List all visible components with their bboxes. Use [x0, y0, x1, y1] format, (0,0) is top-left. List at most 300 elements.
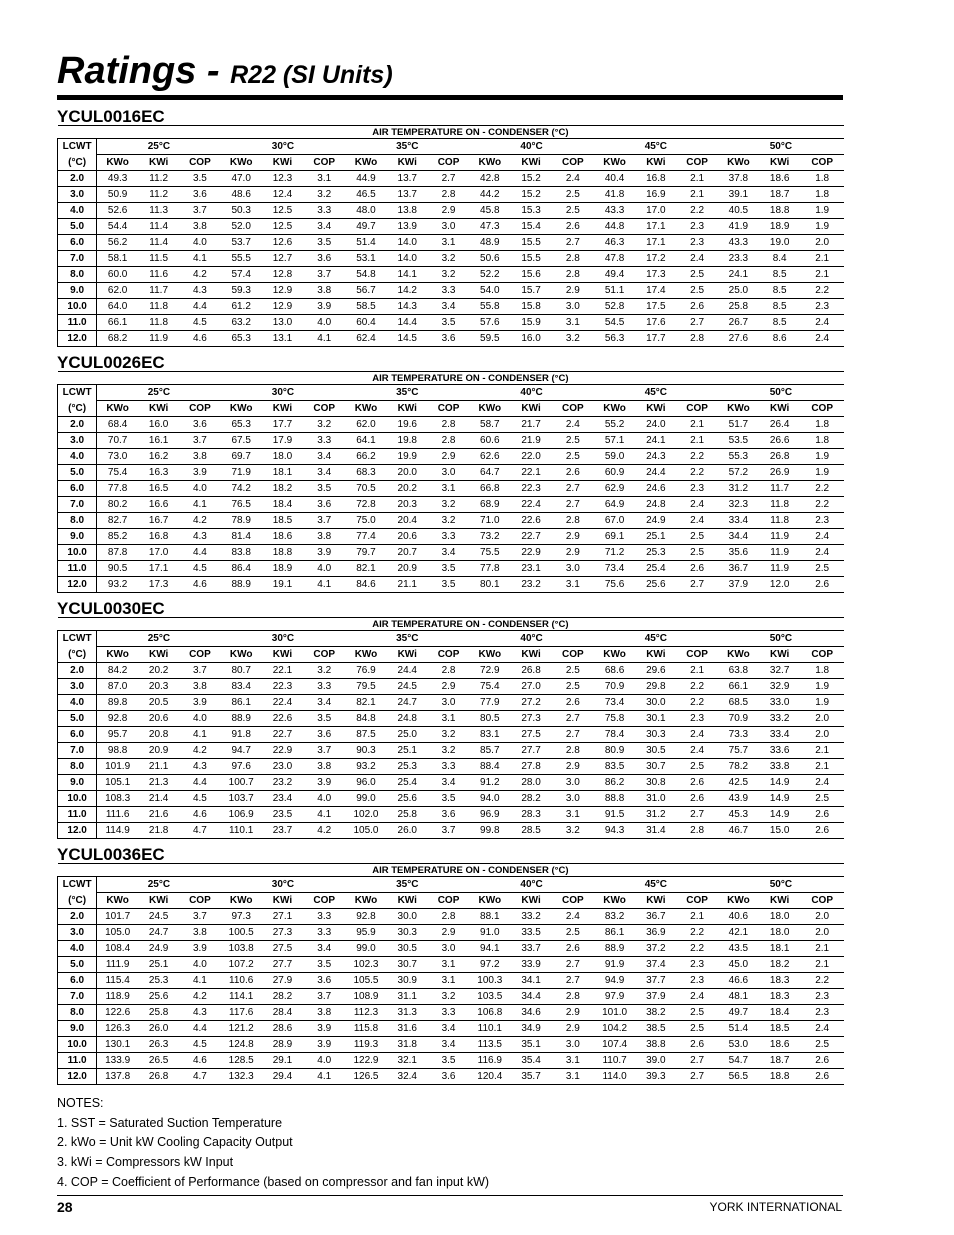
table-cell: 40.4	[594, 171, 635, 187]
temp-group-header: 40°C	[469, 139, 594, 155]
column-header: COP	[428, 401, 469, 417]
table-cell: 26.8	[138, 1069, 179, 1085]
temp-group-header: 50°C	[718, 877, 844, 893]
table-cell: 122.9	[345, 1053, 386, 1069]
table-cell: 2.9	[428, 925, 469, 941]
table-row	[58, 989, 845, 1005]
table-cell: 57.1	[594, 433, 635, 449]
column-header: KWo	[594, 401, 635, 417]
table-cell: 16.0	[510, 331, 551, 347]
table-cell: 32.3	[718, 497, 759, 513]
table-cell: 2.4	[800, 331, 844, 347]
column-header: KWi	[387, 401, 428, 417]
table-cell: 59.5	[469, 331, 510, 347]
note-item: 4. COP = Coefficient of Performance (based on compressor and fan input kW)	[57, 1174, 490, 1189]
table-row	[58, 545, 845, 561]
table-cell: 24.8	[387, 711, 428, 727]
temperature-row	[58, 877, 845, 893]
air-temp-heading: AIR TEMPERATURE ON - CONDENSER (°C)	[97, 618, 844, 631]
table-cell: 27.2	[510, 695, 551, 711]
table-cell: 2.6	[677, 561, 718, 577]
temp-group-header: 45°C	[594, 385, 718, 401]
table-cell: 4.2	[179, 989, 220, 1005]
table-row	[58, 577, 845, 593]
table-cell: 17.6	[635, 315, 676, 331]
table-cell: 24.7	[387, 695, 428, 711]
table-cell: 2.4	[800, 529, 844, 545]
table-cell: 35.6	[718, 545, 759, 561]
table-row	[58, 711, 845, 727]
table-cell: 15.5	[510, 251, 551, 267]
lcwt-value: 10.0	[58, 545, 97, 561]
table-row	[58, 791, 845, 807]
table-cell: 45.0	[718, 957, 759, 973]
column-header: KWo	[97, 647, 138, 663]
table-cell: 15.6	[510, 267, 551, 283]
table-cell: 17.1	[635, 235, 676, 251]
column-header: KWo	[469, 155, 510, 171]
table-cell: 34.4	[510, 989, 551, 1005]
table-cell: 14.5	[387, 331, 428, 347]
table-cell: 49.7	[718, 1005, 759, 1021]
table-cell: 75.0	[345, 513, 386, 529]
table-cell: 16.6	[138, 497, 179, 513]
table-cell: 8.5	[759, 315, 800, 331]
table-cell: 25.0	[718, 283, 759, 299]
table-cell: 3.8	[303, 283, 345, 299]
table-cell: 11.9	[138, 331, 179, 347]
table-cell: 2.5	[552, 679, 594, 695]
table-cell: 3.2	[428, 989, 469, 1005]
table-cell: 4.0	[303, 791, 345, 807]
table-row	[58, 299, 845, 315]
table-cell: 16.7	[138, 513, 179, 529]
table-cell: 2.6	[552, 465, 594, 481]
table-cell: 1.9	[800, 679, 844, 695]
ratings-table	[57, 371, 844, 593]
table-cell: 11.8	[759, 513, 800, 529]
table-cell: 11.6	[138, 267, 179, 283]
table-cell: 3.2	[552, 331, 594, 347]
table-cell: 18.9	[262, 561, 303, 577]
table-cell: 1.9	[800, 219, 844, 235]
table-cell: 91.9	[594, 957, 635, 973]
table-cell: 68.9	[469, 497, 510, 513]
table-cell: 3.1	[428, 235, 469, 251]
column-header: COP	[428, 155, 469, 171]
table-cell: 2.1	[800, 957, 844, 973]
table-cell: 23.2	[262, 775, 303, 791]
table-cell: 110.7	[594, 1053, 635, 1069]
table-cell: 27.9	[262, 973, 303, 989]
column-header: KWi	[635, 401, 676, 417]
table-cell: 16.2	[138, 449, 179, 465]
table-cell: 33.2	[510, 909, 551, 925]
table-cell: 2.2	[677, 941, 718, 957]
column-header: KWi	[635, 647, 676, 663]
table-cell: 23.0	[262, 759, 303, 775]
table-cell: 25.6	[387, 791, 428, 807]
table-cell: 25.1	[138, 957, 179, 973]
lcwt-unit: (°C)	[58, 647, 97, 663]
lcwt-value: 9.0	[58, 283, 97, 299]
lcwt-value: 8.0	[58, 759, 97, 775]
table-row	[58, 315, 845, 331]
table-cell: 26.8	[510, 663, 551, 679]
table-row	[58, 909, 845, 925]
table-cell: 32.1	[387, 1053, 428, 1069]
table-cell: 15.7	[510, 283, 551, 299]
table-cell: 4.2	[303, 823, 345, 839]
table-cell: 77.8	[97, 481, 138, 497]
table-row	[58, 235, 845, 251]
table-cell: 3.5	[428, 791, 469, 807]
table-cell: 111.6	[97, 807, 138, 823]
table-cell: 2.6	[800, 807, 844, 823]
table-cell: 90.5	[97, 561, 138, 577]
table-cell: 36.7	[635, 909, 676, 925]
table-row	[58, 219, 845, 235]
table-cell: 16.9	[635, 187, 676, 203]
table-cell: 3.2	[552, 823, 594, 839]
table-cell: 25.4	[635, 561, 676, 577]
table-cell: 14.4	[387, 315, 428, 331]
table-cell: 2.5	[552, 925, 594, 941]
table-cell: 2.5	[800, 791, 844, 807]
table-cell: 75.8	[594, 711, 635, 727]
table-cell: 91.5	[594, 807, 635, 823]
table-cell: 69.1	[594, 529, 635, 545]
table-cell: 4.0	[179, 957, 220, 973]
table-cell: 86.2	[594, 775, 635, 791]
table-cell: 80.9	[594, 743, 635, 759]
table-cell: 52.8	[594, 299, 635, 315]
table-cell: 2.4	[552, 171, 594, 187]
table-cell: 60.6	[469, 433, 510, 449]
table-cell: 2.5	[677, 1005, 718, 1021]
table-cell: 3.4	[428, 1037, 469, 1053]
table-cell: 34.4	[718, 529, 759, 545]
table-cell: 31.4	[635, 823, 676, 839]
column-header: KWi	[510, 155, 551, 171]
table-cell: 82.1	[345, 561, 386, 577]
table-cell: 2.8	[552, 989, 594, 1005]
table-cell: 63.8	[718, 663, 759, 679]
table-cell: 28.0	[510, 775, 551, 791]
table-cell: 120.4	[469, 1069, 510, 1085]
table-cell: 54.5	[594, 315, 635, 331]
table-cell: 88.9	[221, 711, 262, 727]
table-cell: 18.3	[759, 989, 800, 1005]
table-cell: 2.5	[552, 663, 594, 679]
lcwt-value: 2.0	[58, 909, 97, 925]
table-cell: 124.8	[221, 1037, 262, 1053]
table-cell: 65.3	[221, 417, 262, 433]
table-cell: 2.9	[552, 545, 594, 561]
column-header-row	[58, 647, 845, 663]
table-cell: 74.2	[221, 481, 262, 497]
table-row	[58, 1069, 845, 1085]
footer-company: YORK INTERNATIONAL	[709, 1200, 842, 1214]
table-cell: 93.2	[345, 759, 386, 775]
table-cell: 22.3	[510, 481, 551, 497]
table-cell: 23.2	[510, 577, 551, 593]
table-cell: 3.8	[303, 529, 345, 545]
column-header-row	[58, 401, 845, 417]
table-cell: 2.6	[677, 299, 718, 315]
table-cell: 18.8	[759, 1069, 800, 1085]
table-cell: 26.5	[138, 1053, 179, 1069]
table-cell: 39.0	[635, 1053, 676, 1069]
table-cell: 21.9	[510, 433, 551, 449]
table-cell: 54.4	[97, 219, 138, 235]
lcwt-value: 5.0	[58, 711, 97, 727]
page-title-sub: R22 (SI Units)	[230, 61, 393, 89]
note-item: 1. SST = Saturated Suction Temperature	[57, 1115, 283, 1130]
table-cell: 102.0	[345, 807, 386, 823]
lcwt-value: 12.0	[58, 577, 97, 593]
table-cell: 54.0	[469, 283, 510, 299]
table-cell: 2.6	[552, 941, 594, 957]
table-cell: 75.7	[718, 743, 759, 759]
table-cell: 4.1	[303, 807, 345, 823]
column-header: KWi	[138, 401, 179, 417]
table-cell: 37.9	[718, 577, 759, 593]
table-cell: 3.1	[428, 481, 469, 497]
table-cell: 64.7	[469, 465, 510, 481]
lcwt-blank-cell	[58, 372, 97, 385]
table-cell: 4.6	[179, 577, 220, 593]
table-cell: 2.2	[800, 481, 844, 497]
lcwt-value: 7.0	[58, 743, 97, 759]
table-cell: 3.9	[303, 299, 345, 315]
table-cell: 2.1	[800, 941, 844, 957]
table-cell: 137.8	[97, 1069, 138, 1085]
lcwt-value: 6.0	[58, 235, 97, 251]
table-cell: 19.1	[262, 577, 303, 593]
table-cell: 68.4	[97, 417, 138, 433]
table-cell: 18.7	[759, 187, 800, 203]
table-cell: 51.7	[718, 417, 759, 433]
column-header: KWo	[221, 647, 262, 663]
column-header: COP	[552, 401, 594, 417]
table-cell: 33.4	[718, 513, 759, 529]
table-cell: 23.3	[718, 251, 759, 267]
table-cell: 117.6	[221, 1005, 262, 1021]
table-cell: 47.0	[221, 171, 262, 187]
table-cell: 110.6	[221, 973, 262, 989]
table-cell: 25.6	[635, 577, 676, 593]
table-cell: 46.6	[718, 973, 759, 989]
table-row	[58, 807, 845, 823]
table-cell: 24.6	[635, 481, 676, 497]
table-cell: 2.2	[677, 925, 718, 941]
table-cell: 2.9	[428, 203, 469, 219]
table-cell: 22.4	[510, 497, 551, 513]
table-cell: 76.9	[345, 663, 386, 679]
table-cell: 96.0	[345, 775, 386, 791]
table-cell: 24.7	[138, 925, 179, 941]
table-cell: 21.8	[138, 823, 179, 839]
table-cell: 33.0	[759, 695, 800, 711]
table-cell: 2.9	[552, 283, 594, 299]
table-cell: 30.9	[387, 973, 428, 989]
table-cell: 67.5	[221, 433, 262, 449]
table-cell: 20.6	[138, 711, 179, 727]
table-cell: 18.0	[759, 909, 800, 925]
table-cell: 18.3	[759, 973, 800, 989]
temperature-row	[58, 139, 845, 155]
lcwt-label: LCWT	[58, 385, 97, 401]
table-cell: 2.5	[552, 449, 594, 465]
column-header: COP	[303, 893, 345, 909]
lcwt-label: LCWT	[58, 139, 97, 155]
table-cell: 58.7	[469, 417, 510, 433]
table-cell: 20.0	[387, 465, 428, 481]
table-cell: 11.9	[759, 545, 800, 561]
table-cell: 70.9	[594, 679, 635, 695]
table-cell: 64.1	[345, 433, 386, 449]
column-header: COP	[552, 155, 594, 171]
table-cell: 4.3	[179, 759, 220, 775]
table-cell: 32.7	[759, 663, 800, 679]
table-cell: 18.6	[759, 1037, 800, 1053]
table-cell: 3.3	[303, 203, 345, 219]
table-cell: 82.1	[345, 695, 386, 711]
table-cell: 23.7	[262, 823, 303, 839]
table-cell: 43.3	[718, 235, 759, 251]
table-cell: 33.6	[759, 743, 800, 759]
table-cell: 3.9	[179, 695, 220, 711]
column-header: COP	[677, 401, 718, 417]
table-cell: 110.1	[469, 1021, 510, 1037]
table-cell: 80.1	[469, 577, 510, 593]
air-temp-row	[58, 864, 845, 877]
column-header: KWi	[138, 155, 179, 171]
table-cell: 4.1	[303, 1069, 345, 1085]
table-cell: 3.2	[428, 267, 469, 283]
table-cell: 2.4	[677, 743, 718, 759]
table-cell: 59.3	[221, 283, 262, 299]
table-cell: 2.5	[677, 759, 718, 775]
table-cell: 3.3	[303, 925, 345, 941]
table-cell: 3.4	[428, 545, 469, 561]
table-cell: 29.8	[635, 679, 676, 695]
table-cell: 55.8	[469, 299, 510, 315]
page-title-main: Ratings -	[57, 50, 231, 92]
lcwt-value: 9.0	[58, 529, 97, 545]
table-cell: 54.7	[718, 1053, 759, 1069]
table-cell: 2.4	[677, 497, 718, 513]
table-cell: 99.8	[469, 823, 510, 839]
table-row	[58, 957, 845, 973]
table-cell: 97.6	[221, 759, 262, 775]
table-cell: 13.8	[387, 203, 428, 219]
table-cell: 17.1	[635, 219, 676, 235]
table-cell: 30.1	[635, 711, 676, 727]
table-cell: 3.9	[303, 775, 345, 791]
table-cell: 1.9	[800, 465, 844, 481]
table-row	[58, 267, 845, 283]
table-cell: 2.4	[552, 417, 594, 433]
table-cell: 94.9	[594, 973, 635, 989]
lcwt-value: 10.0	[58, 791, 97, 807]
table-cell: 17.3	[138, 577, 179, 593]
temp-group-header: 40°C	[469, 877, 594, 893]
table-cell: 18.6	[759, 171, 800, 187]
lcwt-value: 8.0	[58, 513, 97, 529]
table-cell: 2.5	[552, 187, 594, 203]
column-header: KWi	[759, 401, 800, 417]
table-cell: 116.9	[469, 1053, 510, 1069]
table-cell: 4.1	[303, 331, 345, 347]
table-cell: 3.8	[303, 1005, 345, 1021]
table-cell: 2.4	[800, 545, 844, 561]
table-cell: 2.4	[800, 1021, 844, 1037]
table-cell: 17.5	[635, 299, 676, 315]
table-cell: 14.0	[387, 251, 428, 267]
table-cell: 71.2	[594, 545, 635, 561]
temp-group-header: 45°C	[594, 139, 718, 155]
column-header: KWo	[469, 893, 510, 909]
lcwt-value: 11.0	[58, 807, 97, 823]
table-row	[58, 823, 845, 839]
lcwt-value: 10.0	[58, 299, 97, 315]
column-header: KWi	[138, 647, 179, 663]
table-cell: 2.6	[800, 1053, 844, 1069]
table-cell: 2.8	[552, 743, 594, 759]
column-header: COP	[179, 647, 220, 663]
table-cell: 102.3	[345, 957, 386, 973]
column-header: KWo	[718, 155, 759, 171]
table-cell: 25.8	[718, 299, 759, 315]
table-cell: 1.8	[800, 171, 844, 187]
table-cell: 19.8	[387, 433, 428, 449]
table-cell: 3.2	[303, 663, 345, 679]
table-cell: 2.5	[677, 529, 718, 545]
table-cell: 3.0	[428, 695, 469, 711]
table-cell: 1.8	[800, 663, 844, 679]
table-cell: 2.5	[677, 267, 718, 283]
table-cell: 2.0	[800, 235, 844, 251]
table-cell: 36.7	[718, 561, 759, 577]
temp-group-header: 35°C	[345, 139, 469, 155]
table-cell: 27.3	[510, 711, 551, 727]
table-cell: 18.4	[759, 1005, 800, 1021]
table-row	[58, 973, 845, 989]
table-cell: 52.6	[97, 203, 138, 219]
table-cell: 3.1	[428, 973, 469, 989]
table-cell: 18.1	[262, 465, 303, 481]
lcwt-label: LCWT	[58, 631, 97, 647]
lcwt-value: 2.0	[58, 417, 97, 433]
table-cell: 66.8	[469, 481, 510, 497]
table-row	[58, 251, 845, 267]
table-cell: 2.3	[677, 957, 718, 973]
table-cell: 52.0	[221, 219, 262, 235]
table-cell: 44.2	[469, 187, 510, 203]
air-temp-row	[58, 126, 845, 139]
table-cell: 67.0	[594, 513, 635, 529]
column-header: KWi	[387, 647, 428, 663]
column-header: KWo	[221, 401, 262, 417]
table-cell: 37.7	[635, 973, 676, 989]
table-cell: 3.7	[303, 513, 345, 529]
table-row	[58, 941, 845, 957]
table-cell: 130.1	[97, 1037, 138, 1053]
table-cell: 2.5	[552, 203, 594, 219]
table-cell: 21.7	[510, 417, 551, 433]
